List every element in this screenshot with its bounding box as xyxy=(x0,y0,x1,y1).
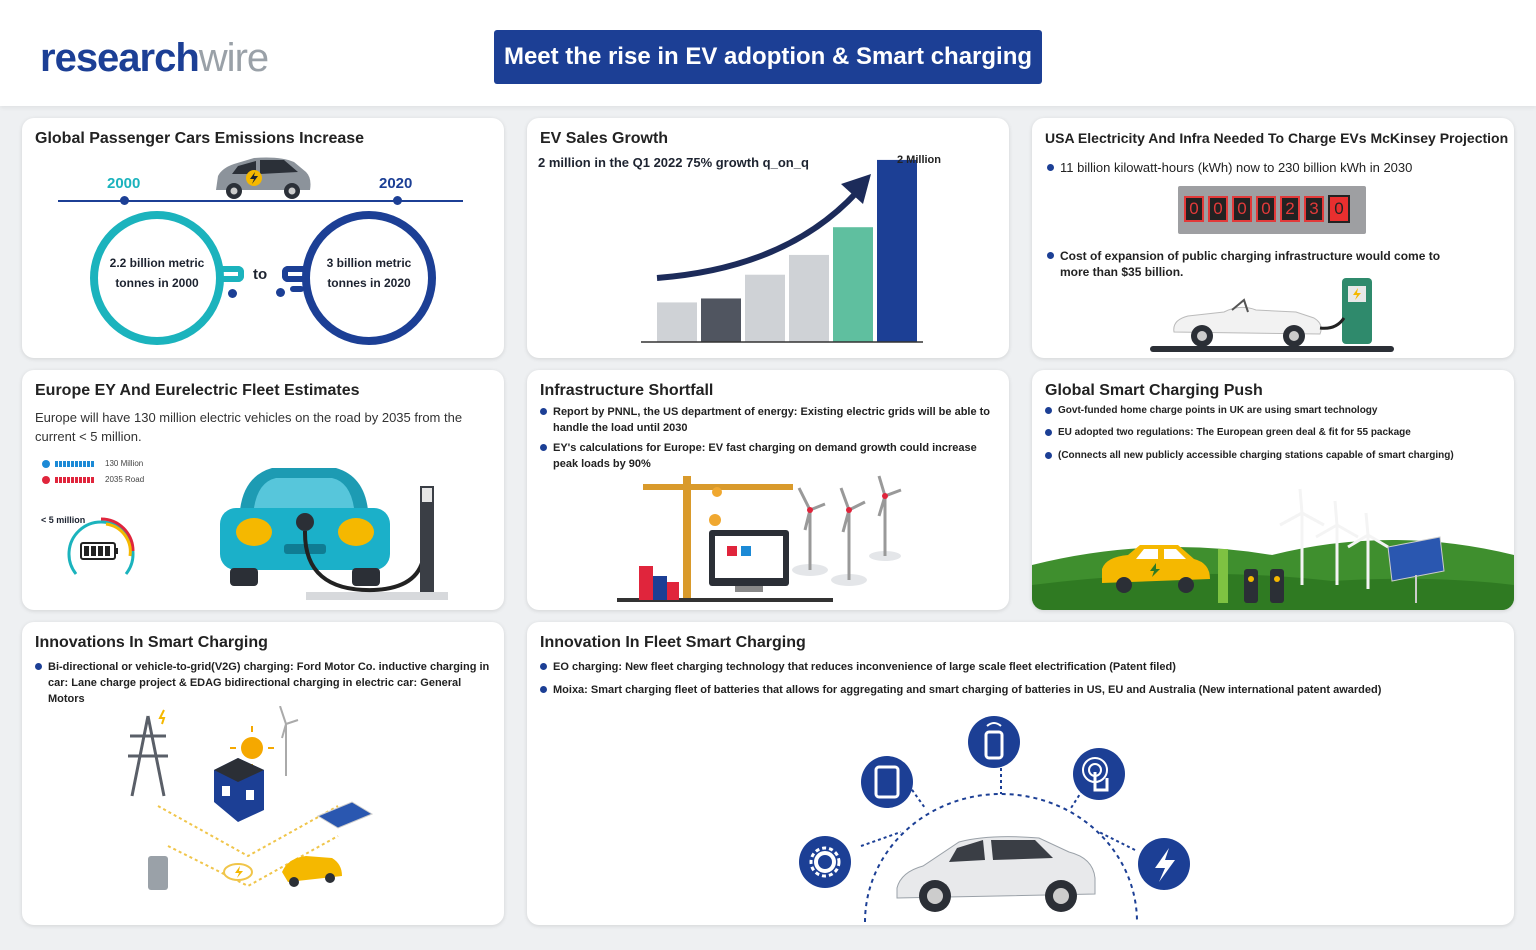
odometer-digit-4: 0 xyxy=(1256,196,1276,222)
researchwire-logo[interactable] xyxy=(40,36,268,81)
legend-row-2 xyxy=(42,475,144,484)
legend-icon-red xyxy=(42,476,50,484)
tablet-icon xyxy=(861,756,913,808)
odometer-digit-5: 2 xyxy=(1280,196,1300,222)
emissions-2000-line1: 2.2 billion metric xyxy=(109,256,205,270)
card-innovations xyxy=(22,622,504,925)
infra-bullet-2: EY's calculations for Europe: EV fast charging on demand growth could increase peak loads by 90% xyxy=(540,440,1000,472)
card-title: Europe EY And Eurelectric Fleet Estimates xyxy=(35,382,360,399)
emissions-2020-line2: tonnes in 2020 xyxy=(327,276,411,290)
ev-sales-bar xyxy=(789,255,829,342)
card-title: Infrastructure Shortfall xyxy=(540,382,714,399)
ev-sales-bar xyxy=(833,227,873,342)
odometer-digit-3: 0 xyxy=(1232,196,1252,222)
card-title: Global Smart Charging Push xyxy=(1045,382,1263,399)
connector-dot-left xyxy=(228,289,237,298)
ev-sales-subtitle: 2 million in the Q1 2022 75% growth q_on_q xyxy=(538,155,809,170)
page-title: Meet the rise in EV adoption & Smart charging xyxy=(494,30,1042,84)
green-landscape-illustration xyxy=(1032,485,1514,610)
charging-car-illustration xyxy=(1144,268,1404,354)
legend-icon-blue xyxy=(42,460,50,468)
card-emissions xyxy=(22,118,504,358)
legend-label-2: 2035 Road xyxy=(105,475,145,484)
connector-dot-right xyxy=(276,288,285,297)
ev-sales-bar xyxy=(701,298,741,342)
odometer-digit-7: 0 xyxy=(1328,195,1350,223)
smart-bullet-1: Govt-funded home charge points in UK are using smart technology xyxy=(1045,403,1505,419)
car-icon xyxy=(210,154,314,200)
odometer xyxy=(1178,186,1366,234)
legend-label-1: 130 Million xyxy=(105,459,144,468)
gears-icon xyxy=(799,836,851,888)
card-title: Global Passenger Cars Emissions Increase xyxy=(35,130,365,147)
v2g-illustration xyxy=(118,706,388,916)
card-title: Innovations In Smart Charging xyxy=(35,634,268,651)
card-usa-electricity xyxy=(1032,118,1514,358)
usa-bullet-1: 11 billion kilowatt-hours (kWh) now to 230 billion kWh in 2030 xyxy=(1047,160,1487,176)
ev-car-charging-illustration xyxy=(214,458,454,604)
battery-gauge xyxy=(60,510,142,592)
legend-bar-blue xyxy=(55,461,95,467)
ev-sales-chart xyxy=(627,148,947,348)
top-bar-label: 2 Million xyxy=(897,154,941,166)
ev-sales-bar xyxy=(745,275,785,342)
card-title: USA Electricity And Infra Needed To Charge EVs McKinsey Projection xyxy=(1045,130,1509,146)
construction-wind-illustration xyxy=(617,470,917,604)
to-label: to xyxy=(253,266,268,283)
odometer-digit-2: 0 xyxy=(1208,196,1228,222)
europe-desc: Europe will have 130 million electric vehicles on the road by 2035 from the current < 5 million. xyxy=(35,410,463,444)
timeline-dot-start xyxy=(120,196,129,205)
connector-right xyxy=(282,266,306,282)
ev-sales-bar xyxy=(877,160,917,342)
year-end: 2020 xyxy=(379,175,413,192)
fleet-hub-illustration xyxy=(789,712,1209,924)
logo-main: research xyxy=(40,36,199,80)
year-start: 2000 xyxy=(107,175,141,192)
logo-accent: wire xyxy=(198,36,269,80)
timeline-dot-end xyxy=(393,196,402,205)
header-bar xyxy=(0,0,1536,106)
gauge-label: < 5 million xyxy=(41,515,86,525)
growth-arrowhead xyxy=(841,174,871,204)
usa-bullet-2: Cost of expansion of public charging infrastructure would come to more than $35 billion. xyxy=(1047,248,1467,280)
timeline-line xyxy=(58,200,463,202)
card-europe-fleet xyxy=(22,370,504,610)
odometer-digit-1: 0 xyxy=(1184,196,1204,222)
connector-left xyxy=(220,266,244,282)
card-title: Innovation In Fleet Smart Charging xyxy=(540,634,806,651)
smart-bullet-3: (Connects all new publicly accessible charging stations capable of smart charging) xyxy=(1045,448,1505,464)
smart-bullet-2: EU adopted two regulations: The European green deal & fit for 55 package xyxy=(1045,425,1505,441)
odometer-digit-6: 3 xyxy=(1304,196,1324,222)
ev-sales-bar xyxy=(657,302,697,342)
innovations-bullet-1: Bi-directional or vehicle-to-grid(V2G) charging: Ford Motor Co. inductive charging in car: Lane charge project & EDAG bidirectional charging in electric car: General Motors xyxy=(35,659,490,707)
card-title: EV Sales Growth xyxy=(540,130,669,147)
connector-bar-right xyxy=(290,286,304,292)
infra-bullet-1: Report by PNNL, the US department of energy: Existing electric grids will be able to handle the load until 2030 xyxy=(540,404,1000,436)
fleet-bullet-2: Moixa: Smart charging fleet of batteries that allows for aggregating and smart charging of batteries in US, EU and Australia (New international patent awarded) xyxy=(540,682,1490,698)
legend-bar-red xyxy=(55,477,95,483)
card-ev-sales xyxy=(527,118,1009,358)
card-global-smart-charging xyxy=(1032,370,1514,610)
card-infrastructure xyxy=(527,370,1009,610)
emissions-2020-line1: 3 billion metric xyxy=(326,256,412,270)
emissions-2000-line2: tonnes in 2000 xyxy=(115,276,199,290)
legend-row-1 xyxy=(42,459,143,468)
fleet-bullet-1: EO charging: New fleet charging technology that reduces inconvenience of large scale fleet electrification (Patent filed) xyxy=(540,659,1490,675)
card-fleet-smart-charging xyxy=(527,622,1514,925)
